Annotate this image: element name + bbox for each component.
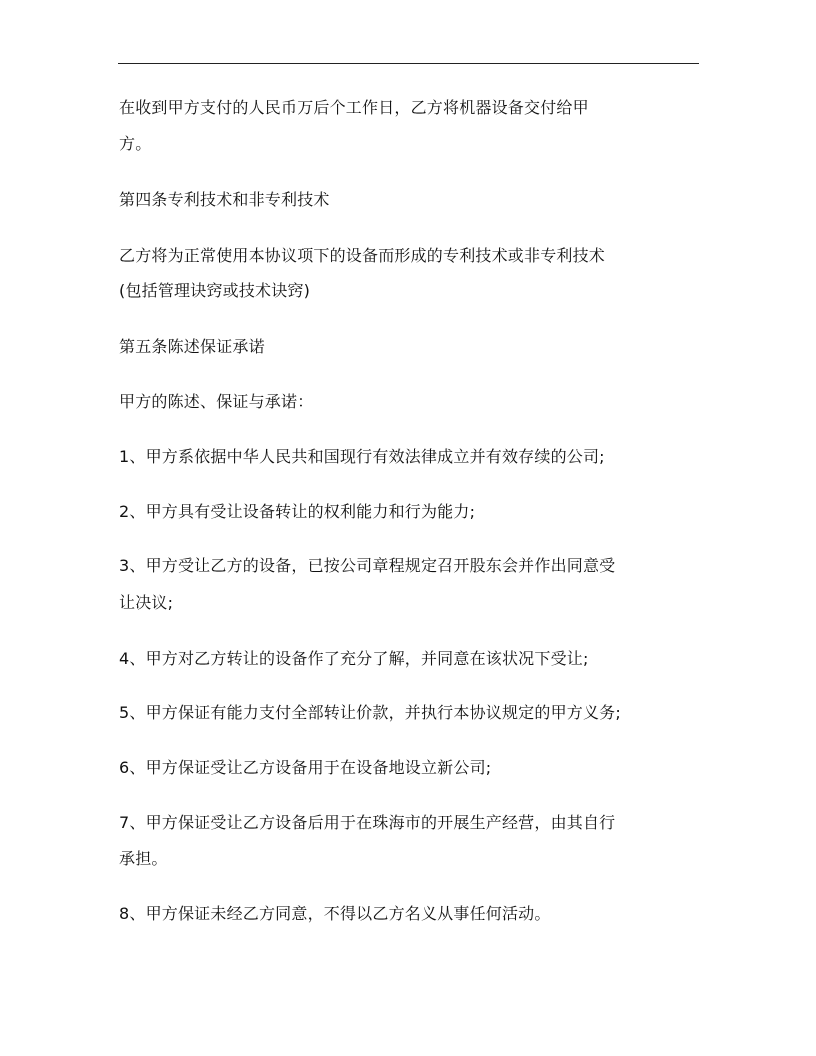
paragraph-delivery-line2: 方。 [119, 134, 152, 153]
clause-2: 2、甲方具有受让设备转让的权利能力和行为能力; [119, 502, 476, 521]
header-rule [118, 63, 699, 64]
clause-1: 1、甲方系依据中华人民共和国现行有效法律成立并有效存续的公司; [119, 447, 605, 466]
clause-6: 6、甲方保证受让乙方设备用于在设备地设立新公司; [119, 758, 492, 777]
paragraph-patent-line1: 乙方将为正常使用本协议项下的设备而形成的专利技术或非专利技术 [119, 246, 606, 265]
clause-5: 5、甲方保证有能力支付全部转让价款，并执行本协议规定的甲方义务; [119, 703, 621, 722]
clause-3-line2: 让决议; [119, 593, 174, 612]
article-5-heading: 第五条陈述保证承诺 [119, 337, 265, 356]
clause-7-line1: 7、甲方保证受让乙方设备后用于在珠海市的开展生产经营，由其自行 [119, 813, 616, 832]
clause-4: 4、甲方对乙方转让的设备作了充分了解，并同意在该状况下受让; [119, 649, 589, 668]
clause-8: 8、甲方保证未经乙方同意，不得以乙方名义从事任何活动。 [119, 904, 551, 923]
article-4-heading: 第四条专利技术和非专利技术 [119, 190, 330, 209]
party-a-representations-heading: 甲方的陈述、保证与承诺： [119, 392, 314, 411]
paragraph-patent-line2: (包括管理诀窍或技术诀窍) [119, 281, 311, 300]
clause-7-line2: 承担。 [119, 849, 168, 868]
paragraph-delivery-line1: 在收到甲方支付的人民币万后个工作日，乙方将机器设备交付给甲 [119, 98, 589, 117]
clause-3-line1: 3、甲方受让乙方的设备，已按公司章程规定召开股东会并作出同意受 [119, 556, 616, 575]
